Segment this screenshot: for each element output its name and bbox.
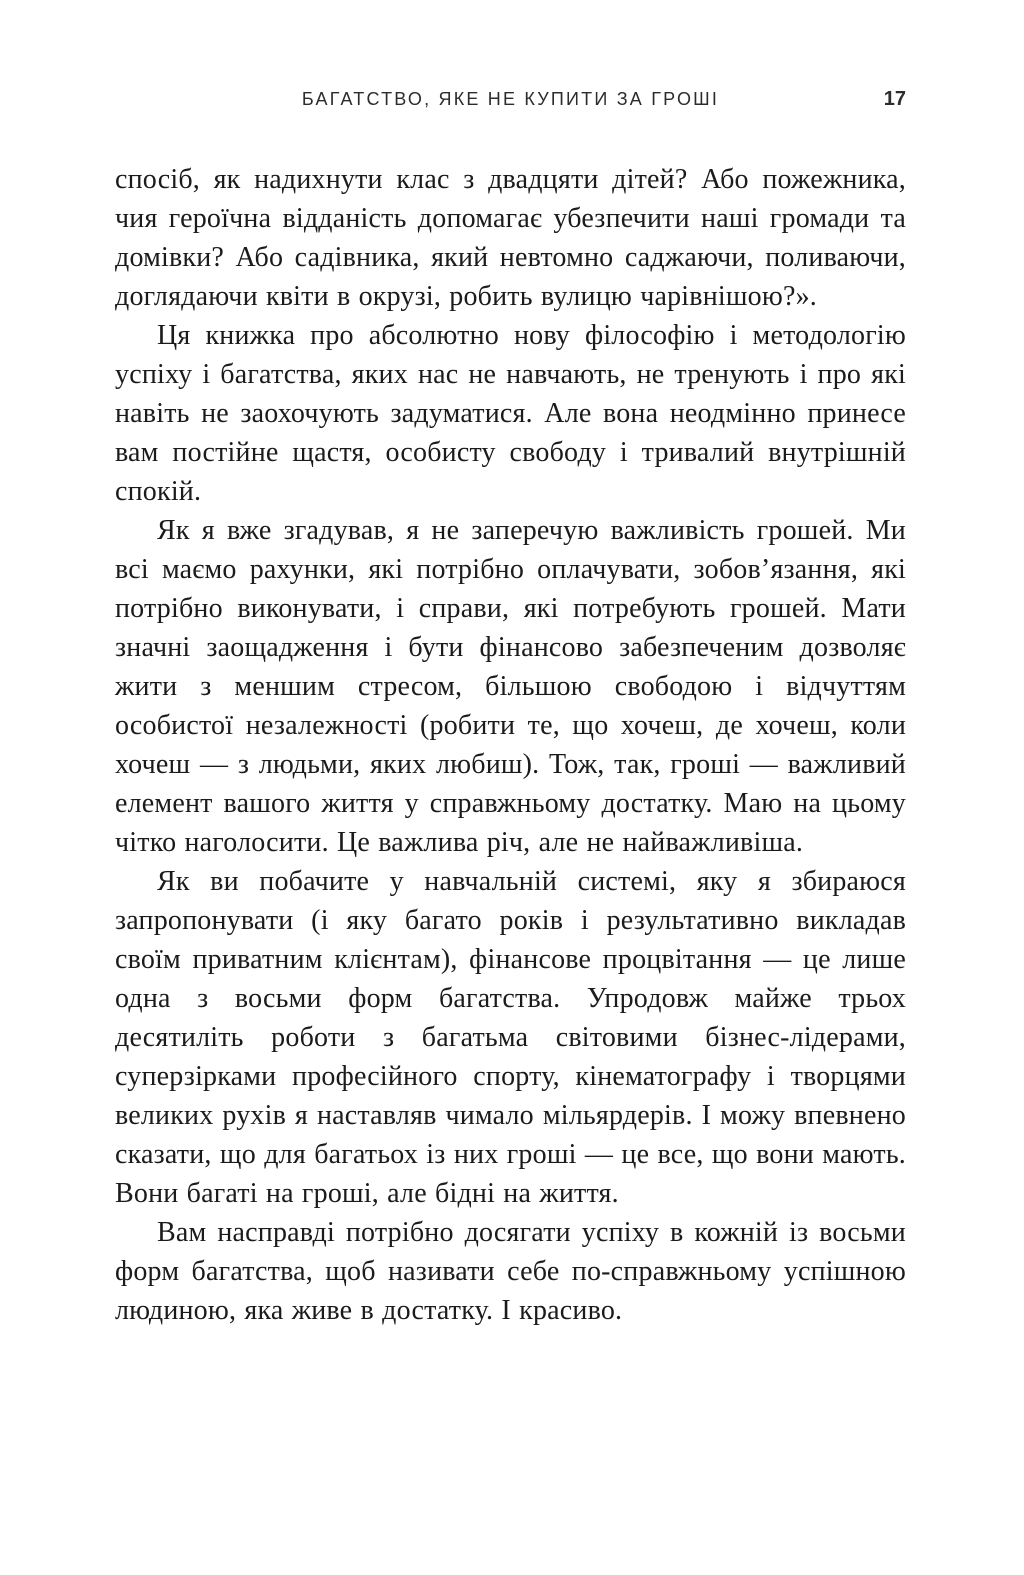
paragraph: Як я вже згадував, я не заперечую важливість грошей. Ми всі маємо рахунки, які потрібно оплачувати, зобов’язання, які потрібно виконувати, і справи, які потребують грошей. Мати значні заощадження і бути фінансово забезпеченим дозволяє жити з меншим стресом, більшою свободою і відчуттям особистої незалежності (робити те, що хочеш, де хочеш, коли хочеш — з людьми, яких любиш). Тож, так, гроші — важливий елемент вашого життя у справжньому достатку. Маю на цьому чітко наголосити. Це важлива річ, але не найважливіша. bbox=[115, 515, 906, 858]
running-head-title: БАГАТСТВО, ЯКЕ НЕ КУПИТИ ЗА ГРОШІ bbox=[301, 89, 720, 109]
page-body bbox=[115, 160, 906, 1330]
page-number: 17 bbox=[883, 88, 906, 110]
paragraph: Ця книжка про абсолютно нову філософію і методологію успіху і багатства, яких нас не навчають, не тренують і про які навіть не заохочують задуматися. Але вона неодмінно принесе вам постійне щастя, особисту свободу і тривалий внутрішній спокій. bbox=[115, 320, 906, 507]
paragraph: спосіб, як надихнути клас з двадцяти дітей? Або пожежника, чия героїчна відданість допомагає убезпечити наші громади та домівки? Або садівника, який невтомно саджаючи, поливаючи, доглядаючи квіти в окрузі, робить вулицю чарівнішою?». bbox=[115, 164, 906, 312]
page-header bbox=[115, 86, 906, 112]
paragraph: Як ви побачите у навчальній системі, яку я збираюся запропонувати (і яку багато років і результативно викладав своїм приватним клієнтам), фінансове процвітання — це лише одна з восьми форм багатства. Упродовж майже трьох десятиліть роботи з багатьма світовими бізнес-лідерами, суперзірками професійного спорту, кінематографу і творцями великих рухів я наставляв чимало мільярдерів. І можу впевнено сказати, що для багатьох із них гроші — це все, що вони мають. Вони багаті на гроші, але бідні на життя. bbox=[115, 866, 906, 1209]
paragraph: Вам насправді потрібно досягати успіху в кожній із восьми форм багатства, щоб називати себе по-справжньому успішною людиною, яка живе в достатку. І красиво. bbox=[115, 1217, 906, 1326]
